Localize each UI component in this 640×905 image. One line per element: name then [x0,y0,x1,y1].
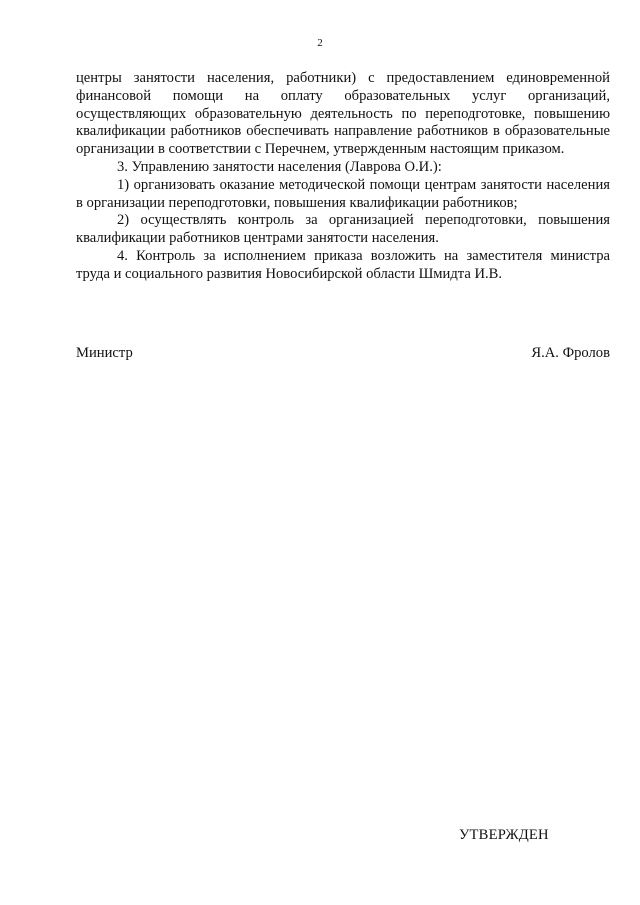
approval-stamp-label: УТВЕРЖДЕН [459,827,549,843]
paragraph-subitem-2: 2) осуществлять контроль за организацией переподготовки, повышения квалификации работников центрами занятости населения. [76,212,610,247]
document-body [76,70,610,284]
paragraph-item-3: 3. Управлению занятости населения (Лаврова О.И.): [117,158,442,175]
page-number: 2 [317,37,323,49]
paragraph-continuation: центры занятости населения, работники) с предоставлением единовременной финансовой помощи на оплату образовательных услуг организаций, осуществляющих образовательную деятельность по переподготовке, повышению квалификации работников обеспечивать направление работников в образовательные организации в соответствии с Перечнем, утвержденным настоящим приказом. [76,70,610,158]
paragraph-item-4: 4. Контроль за исполнением приказа возложить на заместителя министра труда и социального развития Новосибирской области Шмидта И.В. [76,247,610,282]
signature-block [76,344,610,362]
paragraph-subitem-1: 1) организовать оказание методической помощи центрам занятости населения в организации переподготовки, повышения квалификации работников; [76,176,610,211]
signatory-name: Я.А. Фролов [531,345,610,361]
signatory-position: Министр [76,345,133,361]
